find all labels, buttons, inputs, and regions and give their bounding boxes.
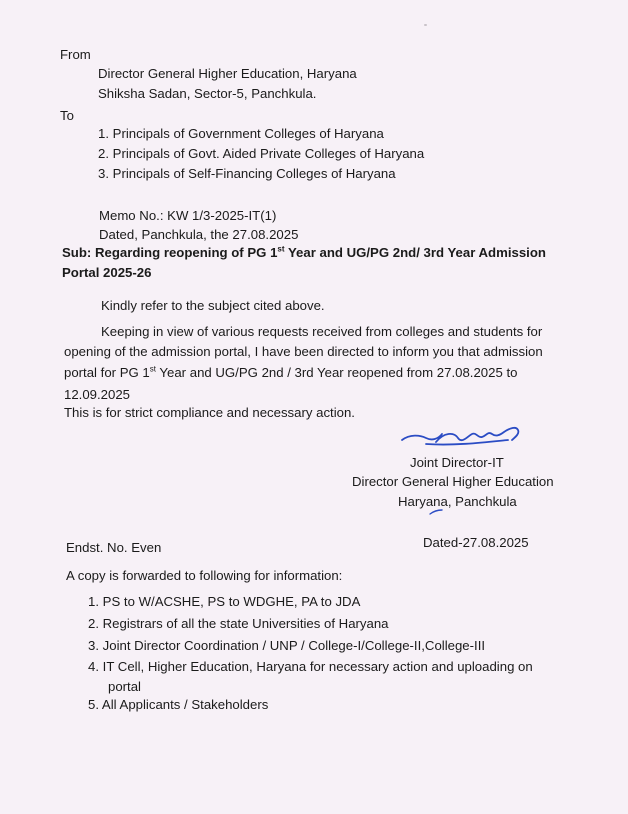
- to-line-2: 2. Principals of Govt. Aided Private Colleges of Haryana: [98, 146, 425, 161]
- copy-list-item-4: 4. IT Cell, Higher Education, Haryana for necessary action and uploading on: [88, 659, 533, 674]
- subject-line-1: Sub: Regarding reopening of PG 1st Year and UG/PG 2nd/ 3rd Year Admission: [62, 244, 546, 260]
- compliance-note: This is for strict compliance and necessary action.: [64, 405, 355, 420]
- endorsement-date: Dated-27.08.2025: [423, 535, 529, 550]
- paragraph-1: Kindly refer to the subject cited above.: [101, 298, 325, 313]
- copy-intro: A copy is forwarded to following for information:: [66, 568, 343, 583]
- copy-list-item-3: 3. Joint Director Coordination / UNP / College-I/College-II,College-III: [88, 638, 486, 653]
- paragraph-2-line-3: portal for PG 1st Year and UG/PG 2nd / 3rd Year reopened from 27.08.2025 to: [64, 364, 518, 380]
- memo-date: Dated, Panchkula, the 27.08.2025: [99, 227, 299, 242]
- paragraph-2-line-4: 12.09.2025: [64, 387, 131, 402]
- copy-list-item-4-continued: portal: [108, 679, 141, 694]
- copy-list-item-1: 1. PS to W/ACSHE, PS to WDGHE, PA to JDA: [88, 594, 361, 609]
- memo-number: Memo No.: KW 1/3-2025-IT(1): [99, 208, 277, 223]
- copy-list-item-2: 2. Registrars of all the state Universities of Haryana: [88, 616, 389, 631]
- initial-mark: [428, 508, 444, 516]
- to-line-1: 1. Principals of Government Colleges of Haryana: [98, 126, 384, 141]
- copy-list-item-5: 5. All Applicants / Stakeholders: [88, 697, 269, 712]
- subject-line-2: Portal 2025-26: [62, 265, 152, 280]
- from-line-2: Shiksha Sadan, Sector-5, Panchkula.: [98, 86, 317, 101]
- signatory-place: Haryana, Panchkula: [398, 494, 517, 509]
- paper-speck: [424, 24, 427, 26]
- endorsement-number: Endst. No. Even: [66, 540, 162, 555]
- to-line-3: 3. Principals of Self-Financing Colleges of Haryana: [98, 166, 396, 181]
- from-label: From: [60, 47, 91, 62]
- signatory-title: Joint Director-IT: [410, 455, 504, 470]
- to-label: To: [60, 108, 74, 123]
- from-line-1: Director General Higher Education, Haryana: [98, 66, 357, 81]
- paragraph-2-line-2: opening of the admission portal, I have been directed to inform you that admission: [64, 344, 543, 359]
- paragraph-2-line-1: Keeping in view of various requests received from colleges and students for: [101, 324, 543, 339]
- signatory-office: Director General Higher Education: [352, 474, 554, 489]
